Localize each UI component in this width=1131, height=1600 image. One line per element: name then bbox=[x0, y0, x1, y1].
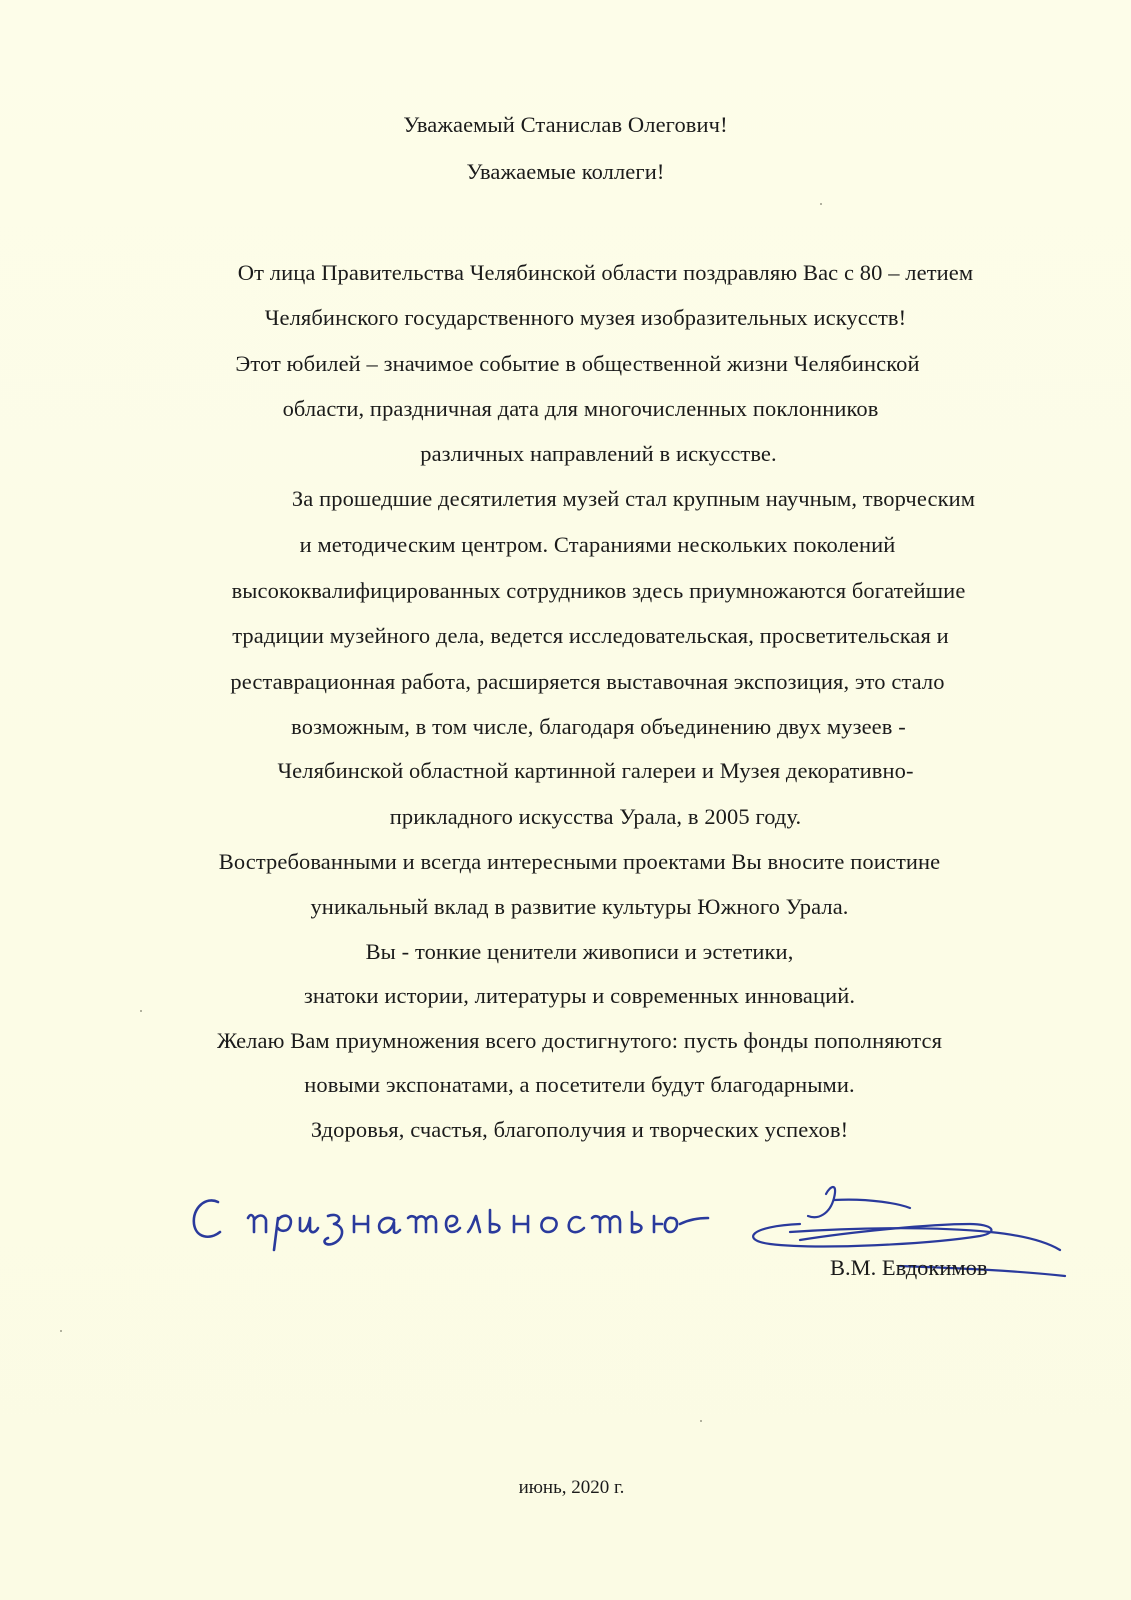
body-line: возможным, в том числе, благодаря объединению двух музеев - bbox=[291, 714, 906, 739]
body-line: Желаю Вам приумножения всего достигнутого: пусть фонды пополняются bbox=[216, 1028, 943, 1053]
body-line: различных направлений в искусстве. bbox=[420, 441, 777, 466]
signer-name: В.М. Евдокимов bbox=[830, 1255, 988, 1280]
scan-speck bbox=[700, 1420, 702, 1422]
body-line: За прошедшие десятилетия музей стал крупным научным, творческим bbox=[291, 486, 976, 511]
body-line: Вы - тонкие ценители живописи и эстетики, bbox=[365, 939, 794, 964]
letter-date: июнь, 2020 г. bbox=[518, 1477, 625, 1498]
salutation-line-1: Уважаемый Станислав Олегович! bbox=[403, 112, 728, 137]
body-line: От лица Правительства Челябинской области поздравляю Вас с 80 – летием bbox=[237, 260, 974, 285]
body-line: Этот юбилей – значимое событие в общественной жизни Челябинской bbox=[235, 351, 920, 376]
body-line: традиции музейного дела, ведется исследовательская, просветительская и bbox=[232, 623, 949, 648]
body-line: и методическим центром. Стараниями нескольких поколений bbox=[299, 532, 896, 557]
body-line: знатоки истории, литературы и современных инноваций. bbox=[303, 983, 856, 1008]
body-line: реставрационная работа, расширяется выставочная экспозиция, это стало bbox=[230, 669, 945, 694]
body-line: Востребованными и всегда интересными проектами Вы вносите поистине bbox=[218, 849, 941, 874]
scan-speck bbox=[60, 1330, 62, 1332]
body-line: уникальный вклад в развитие культуры Южного Урала. bbox=[310, 894, 849, 919]
scan-speck bbox=[140, 1010, 142, 1012]
body-line: прикладного искусства Урала, в 2005 году. bbox=[389, 804, 802, 829]
salutation-line-2: Уважаемые коллеги! bbox=[466, 159, 665, 184]
body-line: Здоровья, счастья, благополучия и творческих успехов! bbox=[310, 1117, 849, 1142]
body-line: области, праздничная дата для многочисленных поклонников bbox=[282, 396, 879, 421]
body-line: Челябинской областной картинной галереи и Музея декоративно- bbox=[277, 758, 914, 783]
body-line: Челябинского государственного музея изобразительных искусств! bbox=[264, 305, 907, 330]
body-line: новыми экспонатами, а посетители будут благодарными. bbox=[304, 1072, 855, 1097]
body-line: высококвалифицированных сотрудников здесь приумножаются богатейшие bbox=[231, 578, 966, 603]
handwritten-closing bbox=[188, 1188, 748, 1258]
scan-speck bbox=[820, 203, 822, 205]
